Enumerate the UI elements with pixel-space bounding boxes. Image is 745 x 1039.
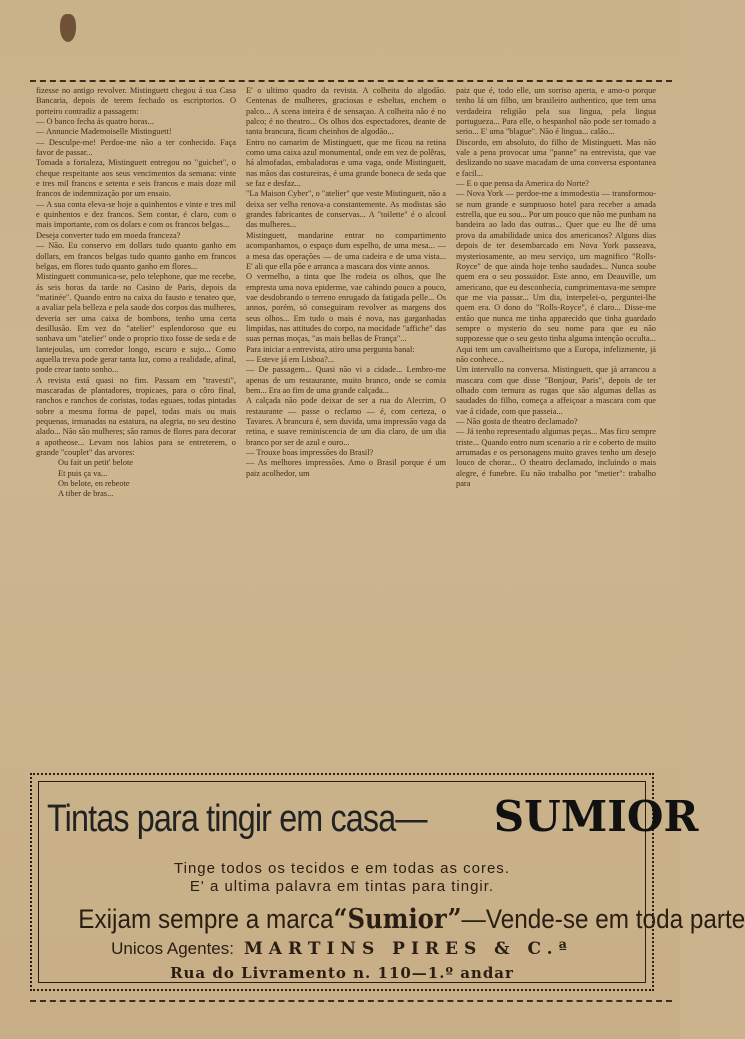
ad-brand-line	[78, 904, 745, 935]
column-middle	[246, 86, 446, 772]
ad-brand-name: SUMIOR	[493, 792, 699, 841]
paragraph: "La Maison Cyber", o "atelier" que veste Mistinguett, não a deixa ser velha renova-a constantemente. As modistas são grandes fabricantes de conservas... A "toilette" é o alcool das mulheres...	[246, 189, 446, 230]
ink-stain	[60, 14, 76, 42]
paragraph: Um intervallo na conversa. Mistinguett, que já arrancou a mascara com que disse "Bonjour, Paris", depois de ter olhado com ternura as rugas que são algumas dellas as saudades do filho, começa a affeiçoar a mascara com que vae á cidade, com que passeia...	[456, 365, 656, 416]
top-divider-rule	[30, 80, 672, 82]
paragraph: — Trouxe boas impressões do Brasil?	[246, 448, 374, 458]
article-columns	[36, 86, 656, 772]
paragraph: — Já tenho representado algumas peças... Mas fico sempre triste... Quando entro num scenario a rir e coberto de muito arrumadas e os personagens muito graves tenho um desejo louco de chorar... O theatro declamado, incluindo o mais alegre, é funebre. Eu não trabalho por "metier": trabalho para	[456, 427, 656, 489]
column-left	[36, 86, 236, 772]
paragraph: — Desculpe-me! Perdoe-me não a ter conhecido. Faça favor de passar...	[36, 137, 236, 158]
paragraph: A calçada não pode deixar de ser a rua do Alecrim, O restaurante — passe o reclamo — é, com certeza, o Tavares. A brancura é, sem duvida, uma impressão vaga da retina, e suave reminiscencia de um dia claro, de um dia branco por ser de azul e ouro...	[246, 396, 446, 447]
paragraph: Para iniciar a entrevista, atiro uma pergunta banal:	[246, 344, 415, 354]
paragraph: — Nova York — perdoe-me a immodestia — transformou-se num grande e sumptuoso hotel para receber a amada estrella, que eu sou... Por um pouco que não me punham na bandeira ao lado das outras... Quer que eu lhe dê uma prova da amabilidade unica dos americanos? Alguns dias depois de ter desembarcado em Nova York passeava, mysteriosamente, ao meu serviço, um magnifico "Rolls-Royce" de que ainda hoje tenho saudades... Nunca soube quem era o seu possuidor. Este anno, em Deauville, um americano, que eu desconhecia, cumprimentava-me sempre que me via passar... Um dia, interpelei-o, perguntei-lhe quem era. O dono do "Rolls-Royce", é claro... Disse-me então que nunca me tinha apparecido que tinha guardado sempre o mysterio do seu nome para que eu não suppozesse que o seu gesto tinha alguma intenção occulta... Aqui tem um cavalheirismo que a Europa, infelizmente, já não conhece...	[456, 189, 656, 364]
paragraph: — A sua conta eleva-se hoje a quinhentos e vinte e tres mil e quinhentos e dez francos. Sem contar, é claro, com o mais importante, com os dolars e com os francos belgas...	[36, 199, 236, 230]
ad-headline-text: Tintas para tingir em casa—	[47, 798, 427, 840]
paragraph: Discordo, em absoluto, do filho de Mistinguett. Mas não vale a pena provocar uma "panne" na entrevista, que vae deslizando no suave macadam de uma conversa espontanea e facil...	[456, 137, 656, 178]
paragraph: — Não. Eu conservo em dollars tudo quanto ganho em dollars, em francos belgas tudo quanto ganho em francos belgas, em flores tudo quanto ganho em flores...	[36, 241, 236, 271]
ad-headline	[47, 792, 699, 842]
paragraph: Deseja converter tudo em moeda franceza?	[36, 230, 181, 240]
paragraph: paiz que é, todo elle, um sorriso aperta, e amo-o porque tenho lá um filho, um brasileiro authentico, que tem uma verdadeira religião pela sua lingua, pela lingua portugueza... Para elle, o hespanhol não pode ser tomado a serio... E' uma "blague". Não é lingua... calão...	[456, 86, 656, 137]
ad-inner-border	[38, 781, 745, 983]
paragraph: — Não gosta de theatro declamado?	[456, 417, 578, 426]
paragraph: fizesse no antigo revolver. Mistinguett chegou á sua Casa Bancaria, depois de terem fechado os escriptorios. O porteiro contradiz a passagem:	[36, 86, 236, 116]
paragraph: A revista está quasi no fim. Passam em "travesti", mascaradas de plantadores, tropicaes, para o côro final, ranchos e ranchos de coristas, todas eguaes, todas pintadas sobre a mesma forma de papel, todas mais ou mais pequenas, irmanadas na estatura, na alegria, no seu destino alado... Não são mulheres; são ramos de flores para decorar a apotheose... Levam nos labios para se entreterem, o grande "couplet" das arvores:	[36, 375, 236, 458]
column-right	[456, 86, 656, 772]
paragraph: — De passagem... Quasi não vi a cidade... Lembro-me apenas de um restaurante, muito branco, onde se comia bem... Era ao fim de uma grande calçada...	[246, 365, 446, 395]
bottom-divider-rule	[30, 1000, 672, 1002]
ad-address: Rua do Livramento n. 110—1.º andar	[170, 964, 514, 982]
verse-line: A tiber de bras...	[58, 489, 114, 499]
ad-agents-firm: MARTINS PIRES & C.ª	[243, 939, 573, 959]
ad-tagline-2: E' a ultima palavra em tintas para tingir.	[189, 878, 495, 895]
paragraph: — Esteve já em Lisboa?...	[246, 354, 335, 364]
paragraph: — Annuncie Mademoiselle Mistinguett!	[36, 127, 172, 137]
ad-demand-text: Exijam sempre a marca	[78, 904, 334, 934]
verse-line: Ou fait un petit' belote	[58, 458, 134, 468]
ad-tagline-1: Tinge todos os tecidos e em todas as cores.	[174, 860, 510, 877]
ad-sold-everywhere: Vende-se em toda parte	[485, 904, 745, 934]
paragraph: — E o que pensa da America do Norte?	[456, 179, 590, 189]
ad-agents-line	[39, 939, 645, 959]
paragraph: Entro no camarim de Mistinguett, que me ficou na retina como uma caixa azul monumental, onde em vez de polêras, há almofadas, embaladoras e uma vaga, onde Mistinguett, nas mãos das costureiras, é uma grande boneca de seda que se faz e desfaz...	[246, 137, 446, 189]
paragraph: — As melhores impressões. Amo o Brasil porque é um paiz acolhedor, um	[246, 458, 446, 478]
paragraph: E' o ultimo quadro da revista. A colheita do algodão. Centenas de mulheres, graciosas e esbeltas, enchem o palco... A scena inteira é de sensaçao. A colheita não é no palco; é no theatro... Os olhos dos espectadores, deante de tanta brancura, ficam cheinhos de algodão...	[246, 86, 446, 137]
verse-line: On belote, en rebeote	[58, 479, 130, 489]
paragraph: — O banco fecha ás quatro horas...	[36, 117, 154, 127]
paragraph: Tomada a fortaleza, Mistinguett entregou no "guichet", o cheque respeitante aos seus vencimentos da semana: vinte e tres mil francos e setenta e seis francos e mais doze mil francos de indemnização por um ensaio.	[36, 158, 236, 199]
ad-agents-label: Unicos Agentes:	[111, 939, 234, 958]
ad-dash: —	[461, 904, 486, 934]
ad-brand-quote: “Sumior”	[333, 904, 462, 935]
paragraph: O vermelho, a tinta que lhe rodeia os olhos, que lhe empresta uma nova epiderme, vae cahindo pouco a pouco, vae desdobrando o terreno enrugado da fatigada pelle... Os annos, porém, só conseguiram revolver as margens dos seus olhos... Em tudo o mais é nova, nas garganhadas limpidas, nas attitudes do corpo, na mocidade "affiche" das suas pernas moças, "as mais bellas de França"...	[246, 272, 446, 344]
sumior-advertisement	[30, 773, 745, 991]
verse-line: Et puis ça va...	[58, 468, 108, 478]
paragraph: Mistinguett communica-se, pelo telephone, que me recebe, ás seis horas da tarde no Casino de Paris, depois da "matinée". Quando entro na caixa do fausto e tenateo que, a avaliar pela belleza e pela saude dos corpos das mulheres, deveria ser uma caixa de bombons, tenho uma certa desillusão. Em vez do "atelier" esplendoroso que eu sonhava um "atelier" onde o proprio tixo fosse de seda e de lantejoulas, um corredor longo, escuro e sujo... Como aquella treva pode gerar tanta luz, como a realidade, afinal, pode crear tanto sonho...	[36, 272, 236, 375]
paragraph: Mistinguett, mandarine entrar no compartimento acompanhamos, o espaço dum espelho, de uma mesa... — a mesa das operações — de uma cadeira e de uma vista... E' ali que ella põe e arranca a mascara dos vinte annos.	[246, 230, 446, 271]
